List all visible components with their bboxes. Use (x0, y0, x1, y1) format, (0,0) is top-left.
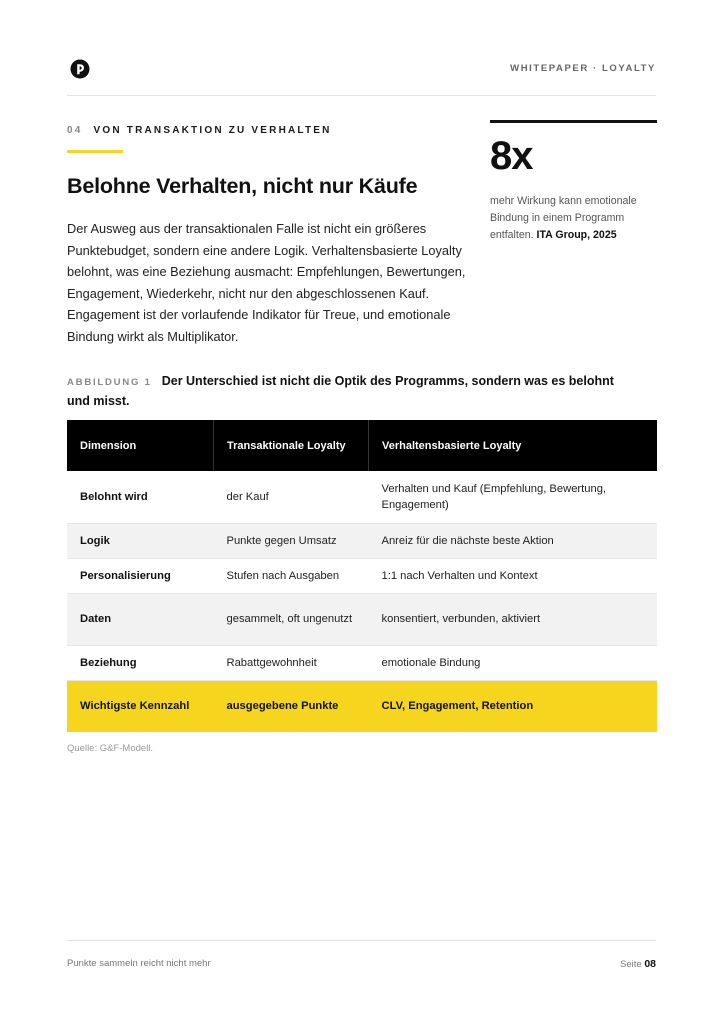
table-cell: 1:1 nach Verhalten und Kontext (369, 558, 658, 593)
comparison-table (67, 420, 657, 732)
table-cell: Verhalten und Kauf (Empfehlung, Bewertung, Engagement) (369, 471, 658, 523)
page-number-value: 08 (644, 958, 656, 970)
brand-logo-icon (70, 59, 90, 79)
table-cell: Stufen nach Ausgaben (214, 558, 369, 593)
table-cell-dimension: Daten (67, 593, 214, 645)
table-row-highlight (67, 680, 657, 732)
table-row (67, 593, 657, 645)
stat-rule (490, 120, 657, 123)
table-row (67, 471, 657, 523)
stat-description (490, 193, 657, 244)
header-label: WHITEPAPER · LOYALTY (510, 63, 656, 74)
table-header-cell: Verhaltensbasierte Loyalty (369, 420, 658, 471)
table-cell-dimension: Wichtigste Kennzahl (67, 680, 214, 732)
footer-title: Punkte sammeln reicht nicht mehr (67, 958, 211, 969)
table-cell-dimension: Beziehung (67, 645, 214, 680)
section-title: VON TRANSAKTION ZU VERHALTEN (93, 125, 332, 136)
table-cell: der Kauf (214, 471, 369, 523)
figure-caption-text: Der Unterschied ist nicht die Optik des Programms, sondern was es belohnt und misst. (67, 374, 614, 408)
footer-divider (67, 940, 656, 941)
body-paragraph: Der Ausweg aus der transaktionalen Falle ist nicht ein größeres Punktebudget, sondern eine andere Logik. Verhaltensbasierte Loyalty belohnt, was eine Beziehung ausmacht: Empfehlungen, Bewertungen, Engagement, Wiederkehr, nicht nur den abgeschlossenen Kauf. Engagement ist der vorlaufende Indikator für Treue, und emotionale Bindung wirkt als Multiplikator. (67, 221, 466, 344)
table-header-cell: Transaktionale Loyalty (214, 420, 369, 471)
table-cell-dimension: Personalisierung (67, 558, 214, 593)
table-cell: Rabattgewohnheit (214, 645, 369, 680)
table-row (67, 523, 657, 558)
table-cell: emotionale Bindung (369, 645, 658, 680)
header-divider (67, 95, 656, 96)
source-note: Quelle: G&F-Modell. (67, 743, 154, 754)
table-cell: ausgegebene Punkte (214, 680, 369, 732)
table-cell-dimension: Logik (67, 523, 214, 558)
table-cell-dimension: Belohnt wird (67, 471, 214, 523)
stat-source: ITA Group, 2025 (536, 229, 617, 241)
figure-caption (67, 372, 627, 410)
figure-tag: ABBILDUNG 1 (67, 377, 152, 388)
table-row (67, 558, 657, 593)
table-cell: konsentiert, verbunden, aktiviert (369, 593, 658, 645)
page-headline: Belohne Verhalten, nicht nur Käufe (67, 174, 418, 198)
table-cell: Punkte gegen Umsatz (214, 523, 369, 558)
stat-value: 8x (490, 134, 533, 178)
table-cell: Anreiz für die nächste beste Aktion (369, 523, 658, 558)
table-cell: CLV, Engagement, Retention (369, 680, 658, 732)
table-header-row (67, 420, 657, 471)
accent-bar (67, 150, 123, 153)
section-number: 04 (67, 125, 83, 136)
table-row (67, 645, 657, 680)
table-cell: gesammelt, oft ungenutzt (214, 593, 369, 645)
table-header-cell: Dimension (67, 420, 214, 471)
page-label: Seite (620, 959, 642, 970)
stat-callout (490, 120, 657, 244)
stat-text: mehr Wirkung kann emotionale Bindung in einem Programm entfalten. (490, 195, 637, 241)
page-number (620, 958, 656, 970)
section-label (67, 125, 332, 136)
